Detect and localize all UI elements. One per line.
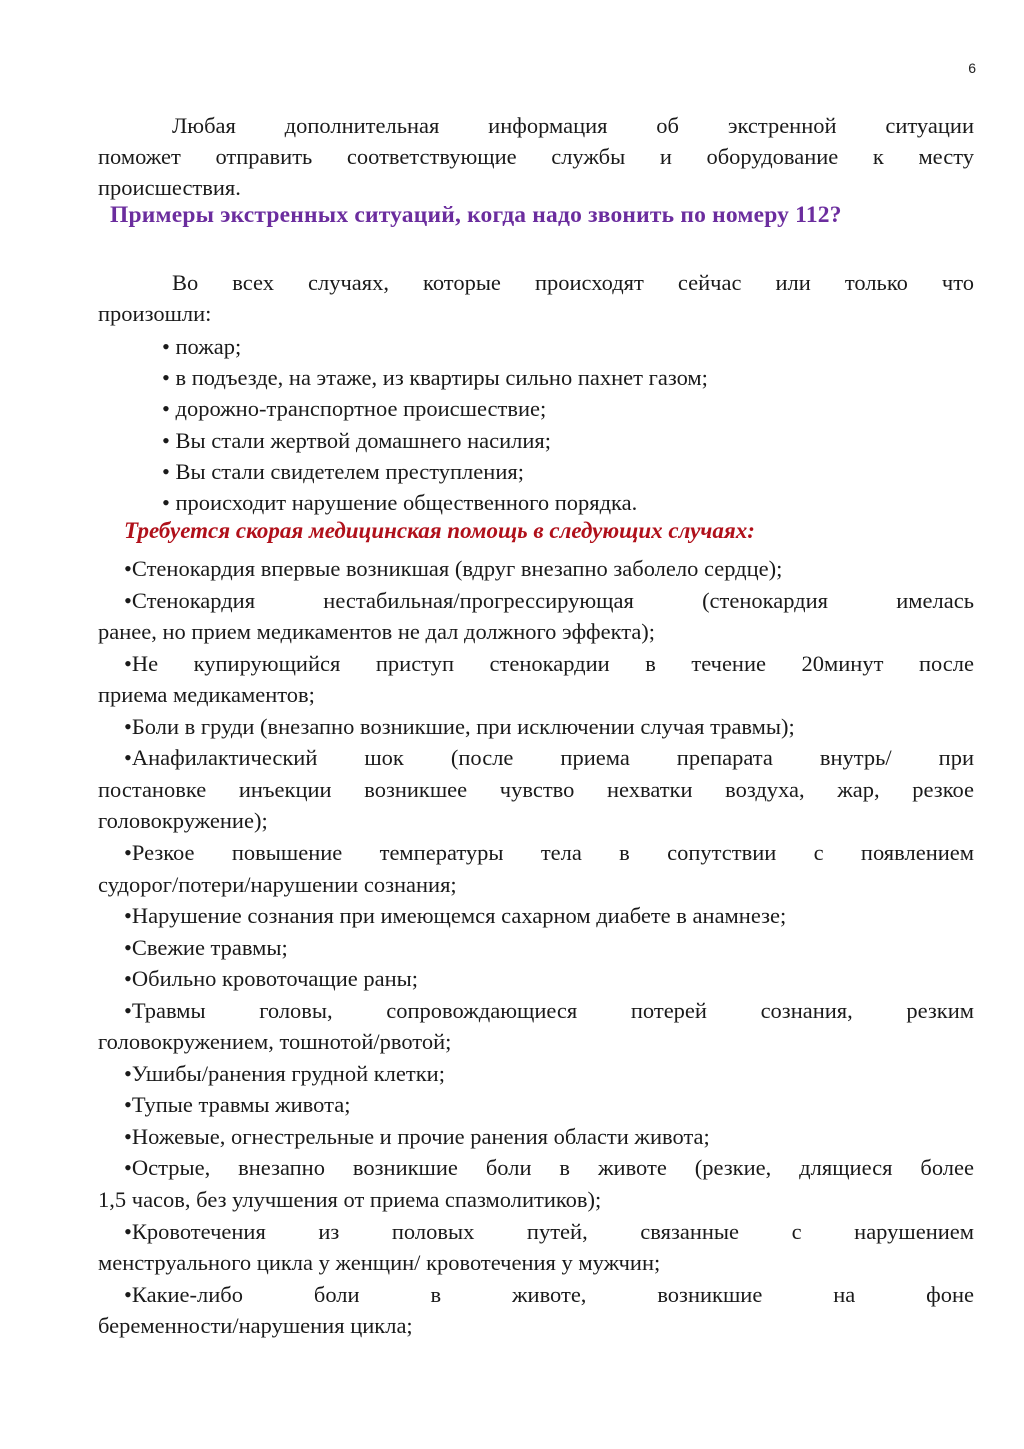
medical-case-continuation: головокружением, тошнотой/рвотой; xyxy=(98,1029,452,1055)
medical-case-item: •Тупые травмы живота; xyxy=(124,1092,351,1118)
cases-intro-line-2: произошли: xyxy=(98,301,212,326)
medical-case-item: •Травмы головы, сопровождающиеся потерей сознания, резким xyxy=(124,997,974,1023)
medical-case-continuation: постановке инъекции возникшее чувство нехватки воздуха, жар, резкое xyxy=(98,776,974,802)
medical-case-item: •Стенокардия нестабильная/прогрессирующая (стенокардия имелась xyxy=(124,587,974,613)
heading-medical-help: Требуется скорая медицинская помощь в следующих случаях: xyxy=(124,518,755,543)
intro-line-1: Любая дополнительная информация об экстренной ситуации xyxy=(172,113,974,138)
medical-case-continuation: судорог/потери/нарушении сознания; xyxy=(98,871,457,897)
medical-case-item: •Резкое повышение температуры тела в сопутствии с появлением xyxy=(124,839,974,865)
medical-case-continuation: ранее, но прием медикаментов не дал должного эффекта); xyxy=(98,619,656,645)
emergency-list-item: • дорожно-транспортное происшествие; xyxy=(162,396,547,422)
medical-case-item: •Не купирующийся приступ стенокардии в течение 20минут после xyxy=(124,650,974,676)
page-number: 6 xyxy=(968,60,976,76)
medical-case-item: •Какие-либо боли в животе, возникшие на фоне xyxy=(124,1281,974,1307)
medical-case-item: •Ножевые, огнестрельные и прочие ранения области живота; xyxy=(124,1123,710,1149)
medical-case-continuation: головокружение); xyxy=(98,808,268,834)
heading-emergency-examples: Примеры экстренных ситуаций, когда надо звонить по номеру 112? xyxy=(110,202,842,228)
medical-case-item: •Острые, внезапно возникшие боли в животе (резкие, длящиеся более xyxy=(124,1155,974,1181)
medical-case-item: •Свежие травмы; xyxy=(124,934,288,960)
emergency-list-item: • Вы стали свидетелем преступления; xyxy=(162,458,524,484)
medical-case-item: •Ушибы/ранения грудной клетки; xyxy=(124,1060,445,1086)
intro-line-2: поможет отправить соответствующие службы и оборудование к месту xyxy=(98,144,974,169)
medical-case-item: •Обильно кровоточащие раны; xyxy=(124,966,419,992)
intro-line-3: происшествия. xyxy=(98,175,241,200)
emergency-list-item: • происходит нарушение общественного порядка. xyxy=(162,490,638,515)
medical-case-continuation: 1,5 часов, без улучшения от приема спазмолитиков); xyxy=(98,1187,602,1212)
medical-case-item: •Боли в груди (внезапно возникшие, при исключении случая травмы); xyxy=(124,713,795,739)
medical-case-item: •Кровотечения из половых путей, связанные с нарушением xyxy=(124,1218,974,1244)
cases-intro-line-1: Во всех случаях, которые происходят сейчас или только что xyxy=(172,270,974,295)
medical-case-continuation: беременности/нарушения цикла; xyxy=(98,1313,413,1339)
medical-case-item: •Нарушение сознания при имеющемся сахарном диабете в анамнезе; xyxy=(124,903,787,929)
emergency-list-item: • в подъезде, на этаже, из квартиры сильно пахнет газом; xyxy=(162,365,708,391)
medical-case-continuation: менструального цикла у женщин/ кровотечения у мужчин; xyxy=(98,1250,661,1276)
emergency-list-item: • Вы стали жертвой домашнего насилия; xyxy=(162,427,551,453)
emergency-list-item: • пожар; xyxy=(162,334,242,359)
medical-case-item: •Анафилактический шок (после приема препарата внутрь/ при xyxy=(124,745,974,771)
medical-case-item: •Стенокардия впервые возникшая (вдруг внезапно заболело сердце); xyxy=(124,556,783,581)
medical-case-continuation: приема медикаментов; xyxy=(98,682,315,708)
